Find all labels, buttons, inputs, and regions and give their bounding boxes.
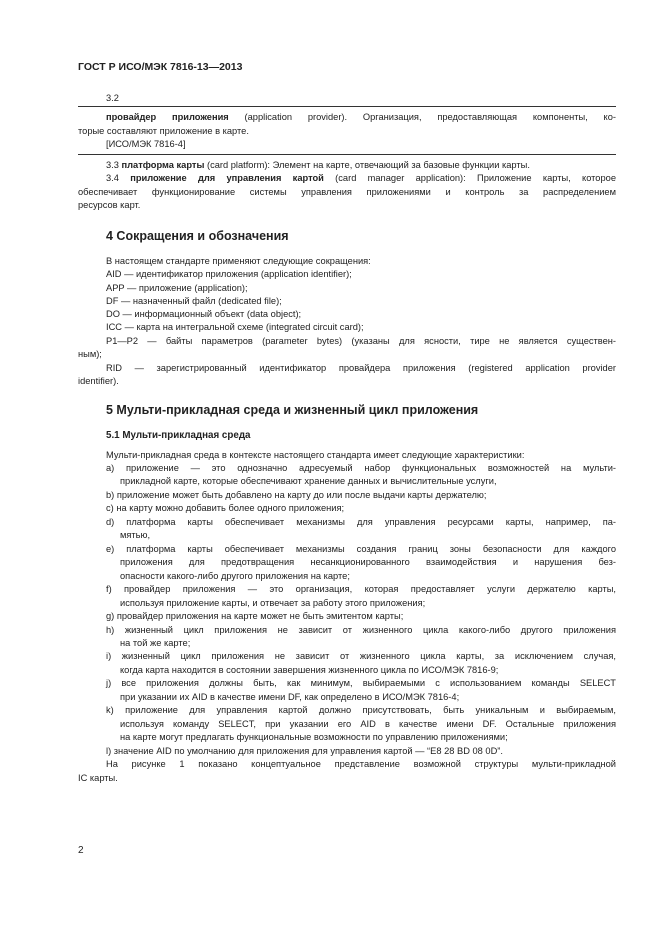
section-5-line: l) значение AID по умолчанию для приложения для управления картой — “E8 28 BD 08 0D”.	[106, 746, 503, 756]
section-5-line: Мульти-прикладная среда в контексте настоящего стандарта имеет следующие характеристики:	[106, 450, 525, 460]
def-3-2-term: провайдер приложения	[106, 112, 229, 122]
def-3-4-text: (card manager application): Приложение карты, которое	[323, 173, 616, 183]
page-number: 2	[78, 845, 84, 856]
section-4-line: ным);	[78, 349, 102, 359]
section-4-heading: 4 Сокращения и обозначения	[106, 229, 289, 243]
section-5-line: e) платформа карты обеспечивает механизмы создания границ зоны безопасности для каждого	[106, 544, 616, 554]
section-5-line: используя приложение карты, и отвечает за работу этого приложения;	[120, 598, 426, 608]
section-5-line: когда карта находится в состоянии завершения жизненного цикла по ИСО/МЭК 7816-9;	[120, 665, 499, 675]
section-5-heading: 5 Мульти-прикладная среда и жизненный цикл приложения	[106, 403, 479, 417]
section-4-line: DF — назначенный файл (dedicated file);	[106, 296, 282, 306]
section-4-line: RID — зарегистрированный идентификатор провайдера приложения (registered application provider	[106, 363, 616, 373]
section-5-line: b) приложение может быть добавлено на карту до или после выдачи карты держателю;	[106, 490, 487, 500]
section-4-line: AID — идентификатор приложения (application identifier);	[106, 269, 352, 279]
section-5-line: IC карты.	[78, 773, 118, 783]
def-3-3-term: платформа карты	[121, 160, 205, 170]
section-5-line: прикладной карте, которые обеспечивают хранение данных и вычислительные услуги,	[120, 476, 497, 486]
def-3-2-line1	[106, 111, 616, 124]
section-4-line: DO — информационный объект (data object);	[106, 309, 302, 319]
def-3-3-number: 3.3	[106, 160, 122, 170]
section-5-line: при указании их AID в качестве имени DF, как определено в ИСО/МЭК 7816-4;	[120, 692, 460, 702]
def-3-4-term: приложение для управления картой	[130, 173, 324, 183]
def-3-2-number: 3.2	[106, 93, 119, 103]
section-5-line: a) приложение — это однозначно адресуемый набор функциональных возможностей на мульти-	[106, 463, 616, 473]
document-header: ГОСТ Р ИСО/МЭК 7816-13—2013	[78, 61, 243, 73]
section-4-line: ICC — карта на интегральной схеме (integrated circuit card);	[106, 322, 364, 332]
section-5-line: f) провайдер приложения — это организация, которая предоставляет услуги держателю карты,	[106, 584, 616, 594]
def-3-3-text: (card platform): Элемент на карте, отвечающий за базовые функции карты.	[204, 160, 530, 170]
section-5-line: c) на карту можно добавить более одного приложения;	[106, 503, 345, 513]
def-3-3	[106, 159, 530, 172]
section-5-line: i) жизненный цикл приложения не зависит от жизненного цикла карты, за исключением случая,	[106, 651, 616, 661]
section-5-line: g) провайдер приложения на карте может не быть эмитентом карты;	[106, 611, 404, 621]
section-4-line: identifier).	[78, 376, 119, 386]
section-5-line: k) приложение для управления картой должно присутствовать, быть уникальным и выбираемым,	[106, 705, 616, 715]
section-4-line: В настоящем стандарте применяют следующие сокращения:	[106, 256, 371, 266]
def-3-4-line3: ресурсов карт.	[78, 200, 141, 210]
section-5-line: используя команду SELECT, при указании его AID в качестве имени DF. Остальные приложения	[120, 719, 616, 729]
section-5-line: На рисунке 1 показано концептуальное представление возможной структуры мульти-прикладной	[106, 759, 616, 769]
section-5-line: d) платформа карты обеспечивает механизмы для управления ресурсами карты, например, па-	[106, 517, 616, 527]
section-5-line: j) все приложения должны быть, как минимум, выбираемыми с использованием команды SELECT	[106, 678, 616, 688]
def-3-2-line2: торые составляют приложение в карте.	[78, 126, 249, 136]
section-5-line: на карте могут предлагать функциональные возможности по управлению приложениями;	[120, 732, 508, 742]
def-3-4-number: 3.4	[106, 173, 131, 183]
section-5-1-heading: 5.1 Мульти-прикладная среда	[106, 430, 251, 441]
def-3-2-reference: [ИСО/МЭК 7816-4]	[106, 139, 186, 149]
def-3-4-line2: обеспечивает функционирование системы управления приложениями и контроль за распределением	[78, 187, 616, 197]
section-5-line: h) жизненный цикл приложения не зависит от жизненного цикла какого-либо другого приложения	[106, 625, 616, 635]
def-3-4-line1	[106, 172, 616, 185]
section-5-line: мятью,	[120, 530, 151, 540]
section-5-line: опасности какого-либо другого приложения на карте;	[120, 571, 350, 581]
section-5-line: приложения для предотвращения несанкционированного взаимодействия и нарушения без-	[120, 557, 616, 567]
section-5-line: на той же карте;	[120, 638, 191, 648]
section-4-line: APP — приложение (application);	[106, 283, 248, 293]
section-4-line: P1—P2 — байты параметров (parameter bytes) (указаны для ясности, тире не является существен-	[106, 336, 616, 346]
def-3-2-text: (application provider). Организация, предоставляющая компоненты, ко-	[228, 112, 616, 122]
